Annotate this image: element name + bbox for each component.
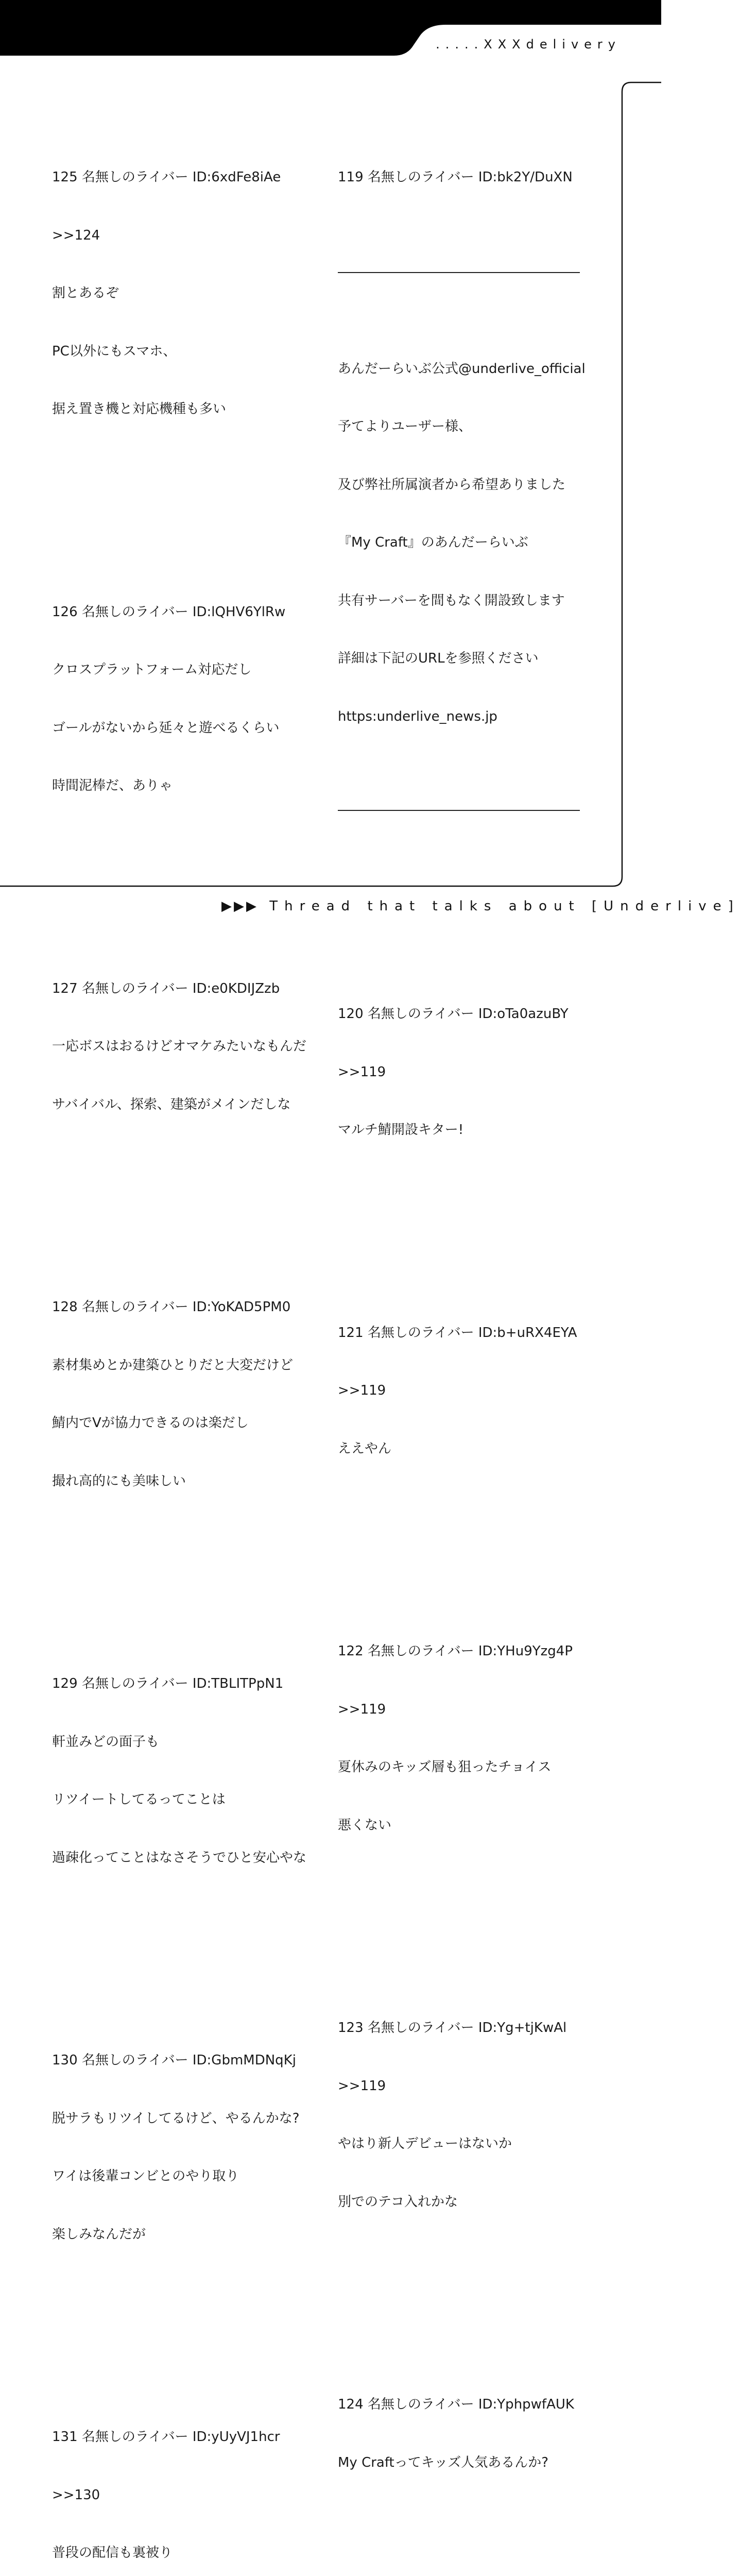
post-line: 悪くない — [338, 1817, 392, 1833]
post-line: 131 名無しのライバー ID:yUyVJ1hcr — [52, 2429, 280, 2445]
post-line: 楽しみなんだが — [52, 2226, 146, 2242]
post-line: 普段の配信も裏被り — [52, 2545, 173, 2561]
post-129 — [52, 1636, 330, 1906]
post-127 — [52, 941, 330, 1154]
post-line: 過疎化ってことはなさそうでひと安心やな — [52, 1850, 307, 1866]
post-line: 及び弊社所属演者から希望ありました — [338, 477, 566, 493]
post-line: 鯖内でVが協力できるのは楽だし — [52, 1415, 249, 1431]
post-line: 127 名無しのライバー ID:e0KDIJZzb — [52, 980, 280, 996]
post-line: >>119 — [338, 1383, 386, 1398]
post-line: 120 名無しのライバー ID:oTa0azuBY — [338, 1006, 569, 1022]
post-128 — [52, 1259, 330, 1530]
post-line: PC以外にもスマホ、 — [52, 343, 177, 359]
post-line: >>119 — [338, 2078, 386, 2094]
post-line: 別でのテコ入れかな — [338, 2194, 458, 2210]
post-line: 夏休みのキッズ層も狙ったチョイス — [338, 1759, 552, 1775]
post-121 — [338, 1285, 585, 1498]
post-131 — [52, 2389, 330, 2576]
post-line: 軒並みどの面子も — [52, 1734, 160, 1750]
post-120 — [338, 966, 585, 1179]
post-122 — [338, 1603, 585, 1874]
post-line: 121 名無しのライバー ID:b+uRX4EYA — [338, 1325, 577, 1341]
post-line: 128 名無しのライバー ID:YoKAD5PM0 — [52, 1299, 291, 1315]
post-line: 予てよりユーザー様、 — [338, 419, 472, 434]
post-line: 129 名無しのライバー ID:TBLITPpN1 — [52, 1676, 284, 1691]
post-line: 124 名無しのライバー ID:YphpwfAUK — [338, 2397, 574, 2412]
post-line: 素材集めとか建築ひとりだと大変だけど — [52, 1357, 294, 1373]
post-line: 脱サラもリツイしてるけど、やるんかな? — [52, 2110, 300, 2126]
post-line: >>119 — [338, 1064, 386, 1080]
post-130 — [52, 2012, 330, 2283]
post-line: ゴールがないから延々と遊べるくらい — [52, 720, 280, 736]
post-line: クロスプラットフォーム対応だし — [52, 662, 252, 677]
post-line: 時間泥棒だ、ありゃ — [52, 778, 173, 793]
post-line: My Craftってキッズ人気あるんか? — [338, 2454, 549, 2470]
post-125 — [52, 129, 330, 458]
post-line: 『My Craft』のあんだーらいぶ — [338, 535, 528, 550]
post-line: 123 名無しのライバー ID:Yg+tjKwAl — [338, 2020, 567, 2036]
post-line: 125 名無しのライバー ID:6xdFe8iAe — [52, 170, 281, 185]
post-line: あんだーらいぶ公式@underlive_official — [338, 361, 586, 377]
left-column — [52, 91, 330, 2576]
post-line: 119 名無しのライバー ID:bk2Y/DuXN — [338, 170, 573, 185]
post-line: https:underlive_news.jp — [338, 708, 497, 724]
post-119-announcement — [338, 129, 585, 850]
post-line: >>124 — [52, 227, 100, 243]
divider — [338, 272, 580, 273]
post-line: ええやん — [338, 1440, 392, 1456]
post-line: 撮れ高的にも美味しい — [52, 1473, 186, 1489]
post-line: ワイは後輩コンビとのやり取り — [52, 2168, 239, 2184]
post-line: 据え置き機と対応機種も多い — [52, 401, 227, 417]
post-line: 詳細は下記のURLを参照ください — [338, 651, 539, 666]
post-line: 共有サーバーを間もなく開設致します — [338, 592, 565, 608]
post-line: サバイバル、探索、建築がメインだしな — [52, 1096, 291, 1112]
post-line: 一応ボスはおるけどオマケみたいなもんだ — [52, 1039, 307, 1054]
post-line: >>119 — [338, 1701, 386, 1717]
post-line: 122 名無しのライバー ID:YHu9Yzg4P — [338, 1643, 573, 1659]
post-line: やはり新人デビューはないか — [338, 2136, 512, 2151]
post-line: マルチ鯖開設キター! — [338, 1122, 464, 1138]
right-column — [338, 91, 585, 2531]
footer-title — [221, 899, 740, 914]
post-123 — [338, 1980, 585, 2250]
post-line: >>130 — [52, 2487, 100, 2503]
post-line: 130 名無しのライバー ID:GbmMDNqKj — [52, 2053, 296, 2068]
header-title: .....XXXdelivery — [436, 37, 621, 52]
post-124 — [338, 2357, 585, 2511]
divider — [338, 810, 580, 811]
post-line: 割とあるぞ — [52, 285, 119, 301]
post-126 — [52, 564, 330, 835]
play-arrows-icon: ▶▶▶ — [221, 899, 259, 914]
post-line: リツイートしてるってことは — [52, 1792, 226, 1807]
footer-text: Thread that talks about [Underlive] — [269, 899, 740, 914]
post-line: 126 名無しのライバー ID:lQHV6YlRw — [52, 604, 286, 620]
